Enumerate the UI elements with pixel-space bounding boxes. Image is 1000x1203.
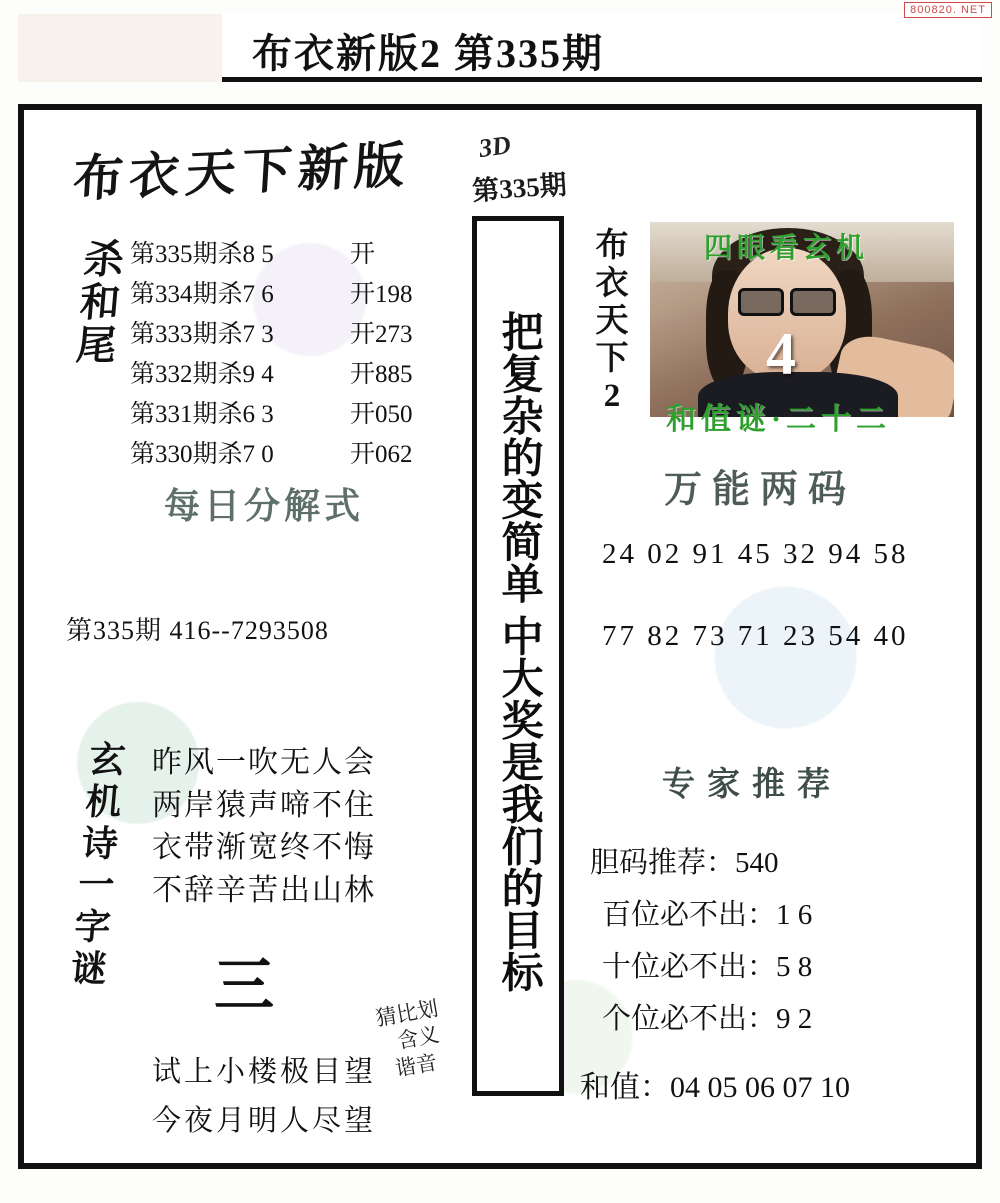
poem-section-label: 玄机诗一字谜: [69, 740, 127, 989]
kill-row-left: 第334期杀7 6: [130, 281, 274, 308]
center-slogan-box: [472, 216, 564, 1096]
two-code-row: 77 82 73 71 23 54 40: [602, 620, 909, 652]
poster-body: [24, 110, 976, 1163]
photo-top-text: 四眼看玄机: [704, 233, 870, 264]
kill-row: [130, 434, 470, 474]
kill-row-right: 开273: [350, 321, 413, 348]
page-title: 布衣新版2 第335期: [252, 31, 604, 76]
title-bar: [222, 14, 982, 82]
riddle-hint: 猜比划: [373, 996, 441, 1031]
kill-row-right: 开885: [350, 361, 413, 388]
kill-row: [130, 394, 470, 434]
kill-rows: [130, 234, 470, 474]
center-slogan-text: 把复杂的变简单 中大奖是我们的目标: [495, 309, 542, 993]
kill-row: [130, 234, 470, 274]
kill-row-left: 第330期杀7 0: [130, 441, 274, 468]
expert-row: 百位必不出：1 6: [602, 899, 813, 931]
expert-title: 专家推荐: [662, 767, 842, 803]
poem-line: 不辞辛苦出山林: [152, 873, 376, 907]
title-left-filler: [18, 14, 222, 82]
two-code-title: 万能两码: [664, 469, 857, 511]
site-watermark: 800820. NET: [904, 2, 992, 18]
poster-frame: [18, 104, 982, 1169]
kill-row: [130, 314, 470, 354]
kill-row-right: 开198: [350, 281, 413, 308]
kill-row-right: 开062: [350, 441, 413, 468]
right-vertical-label: 布衣天下2: [595, 228, 629, 415]
sum-value-row: 和值：04 05 06 07 10: [580, 1071, 850, 1104]
photo-bottom-text: 和值谜·二十二: [666, 403, 892, 436]
poem-line: 两岸猿声啼不住: [152, 788, 376, 822]
kill-row-right: 开: [350, 241, 376, 268]
bottom-lines: [152, 1048, 376, 1147]
kill-row: [130, 274, 470, 314]
expert-row: 十位必不出：5 8: [602, 951, 813, 983]
riddle-answer: 三: [214, 953, 274, 1019]
masthead-issue: 第335期: [471, 169, 568, 207]
expert-row: 个位必不出：9 2: [602, 1003, 813, 1035]
riddle-hint: 谐音: [393, 1049, 439, 1081]
kill-row: [130, 354, 470, 394]
kill-row-left: 第335期杀8 5: [130, 241, 274, 268]
issue-code-line: 第335期 416--7293508: [66, 616, 329, 645]
masthead-3d-tag: 3D: [477, 129, 513, 164]
kill-row-left: 第332期杀9 4: [130, 361, 274, 388]
poem-line: 衣带渐宽终不悔: [152, 831, 376, 865]
riddle-hints: [374, 995, 450, 1083]
kill-row-left: 第333期杀7 3: [130, 321, 274, 348]
bottom-line: 试上小楼极目望: [152, 1056, 377, 1088]
glasses-icon: [738, 288, 836, 310]
expert-row: 胆码推荐：540: [590, 847, 779, 879]
poem-line: 昨风一吹无人会: [152, 746, 376, 779]
kill-row-left: 第331期杀6 3: [130, 401, 274, 428]
daily-formula-label: 每日分解式: [164, 486, 365, 526]
masthead-brush-title: 布衣天下新版: [71, 136, 413, 208]
photo-big-digit: 4: [766, 321, 796, 387]
poem-lines: [152, 742, 376, 912]
bottom-line: 今夜月明人尽望: [152, 1105, 377, 1138]
two-code-row: 24 02 91 45 32 94 58: [602, 538, 909, 570]
kill-row-right: 开050: [350, 401, 413, 428]
riddle-hint: 含义: [395, 1022, 442, 1054]
kill-section-label: 杀和尾: [74, 237, 126, 369]
